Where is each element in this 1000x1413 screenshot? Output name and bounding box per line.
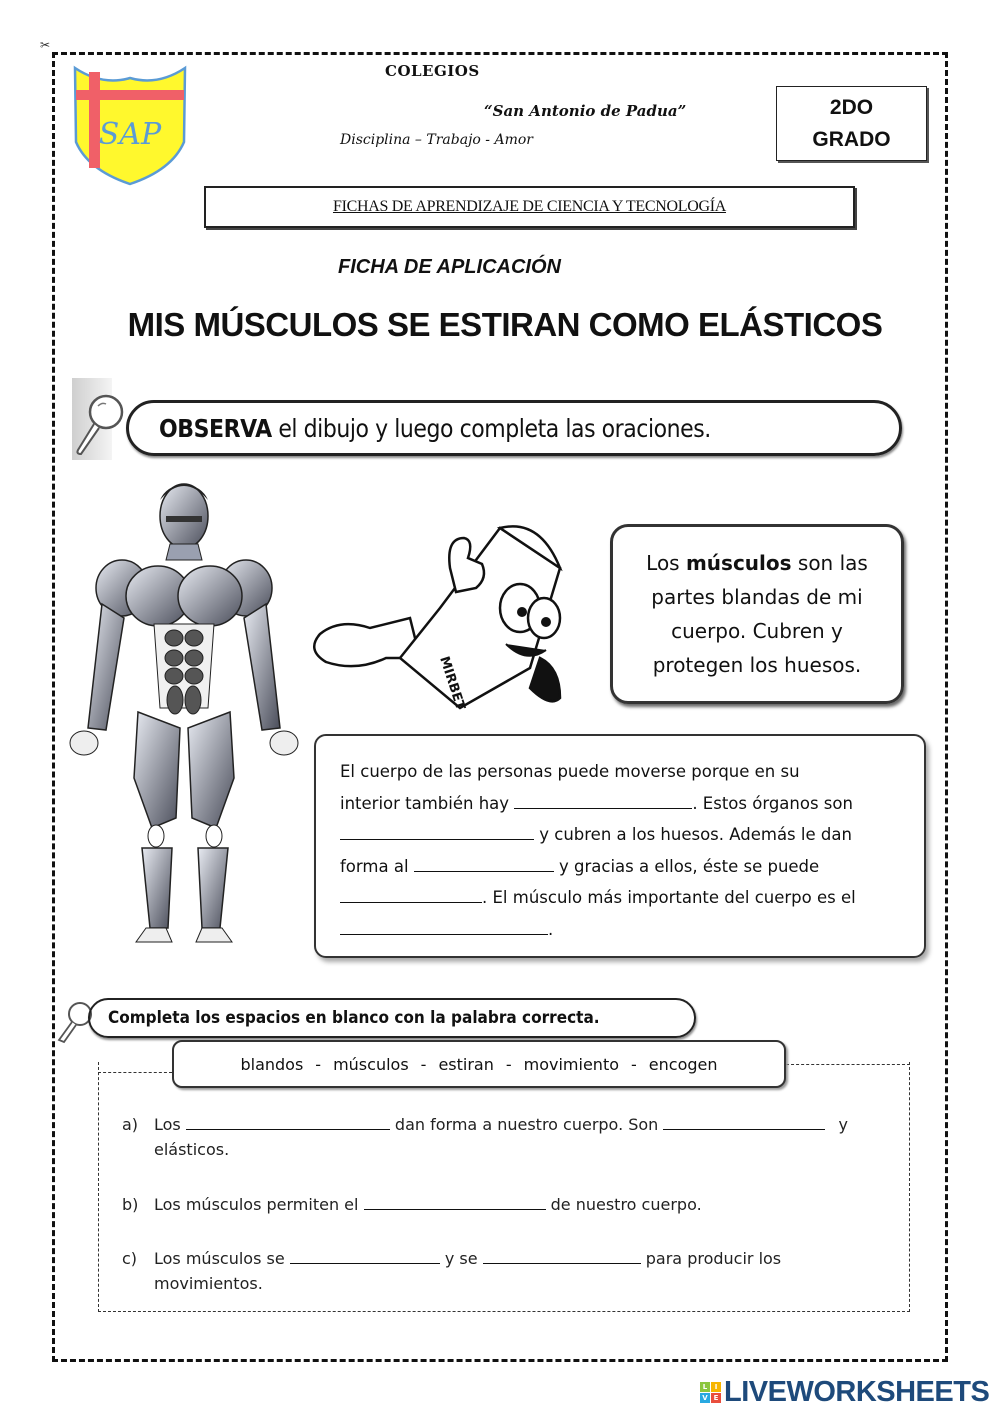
word-bank xyxy=(172,1040,786,1088)
complete-instruction-banner xyxy=(88,998,696,1038)
mascot-label: MIRBET xyxy=(436,654,468,712)
magnifier-icon xyxy=(72,392,128,458)
blank-b1[interactable] xyxy=(364,1192,546,1210)
word-bank-separator: - xyxy=(505,1054,512,1074)
blank-field-1[interactable] xyxy=(514,791,692,809)
frame-dash-left xyxy=(98,1072,172,1073)
question-text: Los músculos se xyxy=(154,1249,290,1268)
paragraph-text: . El músculo más importante del cuerpo es el xyxy=(482,888,856,907)
subject-title: FICHAS DE APRENDIZAJE DE CIENCIA Y TECNOLOGÍA xyxy=(332,198,727,215)
school-logo-shield-icon xyxy=(72,64,188,186)
question-text: Los xyxy=(154,1115,186,1134)
page-title: MIS MÚSCULOS SE ESTIRAN COMO ELÁSTICOS xyxy=(127,306,883,343)
word-bank-separator: - xyxy=(315,1054,322,1074)
question-text: y xyxy=(833,1115,848,1134)
instruction-text: el dibujo y luego completa las oraciones. xyxy=(271,413,711,443)
paragraph-text: . xyxy=(548,919,554,939)
word-bank-separator: - xyxy=(631,1054,637,1074)
question-label: c) xyxy=(122,1249,138,1268)
info-text-bold: músculos xyxy=(685,551,792,575)
watermark-text: LIVEWORKSHEETS xyxy=(724,1376,990,1408)
instruction-text-2: Completa los espacios en blanco con la palabra correcta. xyxy=(108,1008,600,1028)
observe-instruction-banner xyxy=(126,400,902,456)
question-text: para producir los xyxy=(640,1249,782,1268)
question-text: Los músculos permiten el xyxy=(154,1195,364,1214)
word-bank-item: movimiento xyxy=(523,1054,620,1074)
word-bank-item: blandos xyxy=(240,1054,304,1074)
question-text: dan forma a nuestro cuerpo. Son xyxy=(389,1115,664,1134)
school-group-label: COLEGIOS xyxy=(385,62,480,80)
question-label: b) xyxy=(122,1195,139,1214)
question-a xyxy=(122,1112,848,1134)
question-b xyxy=(122,1192,702,1214)
muscle-body-illustration xyxy=(62,478,310,948)
paragraph-line: El cuerpo de las personas puede moverse porque en su xyxy=(340,762,800,781)
question-a-cont: elásticos. xyxy=(154,1140,230,1159)
liveworksheets-watermark xyxy=(700,1376,989,1409)
paragraph-text: . Estos órganos son xyxy=(692,793,853,813)
paragraph-text: y gracias a ellos, éste se puede xyxy=(553,856,820,876)
school-name: “San Antonio de Padua” xyxy=(484,102,687,120)
blank-field-4[interactable] xyxy=(340,885,482,903)
fill-paragraph-box xyxy=(314,734,926,958)
grade-label: GRADO xyxy=(812,127,891,151)
blank-field-3[interactable] xyxy=(414,854,554,872)
word-bank-item: estiran xyxy=(438,1054,494,1074)
subject-banner xyxy=(204,186,855,228)
scissors-icon: ✂ xyxy=(40,38,51,52)
question-label: a) xyxy=(122,1115,139,1134)
word-bank-item: encogen xyxy=(648,1054,718,1074)
question-text: de nuestro cuerpo. xyxy=(545,1195,702,1214)
grade-number: 2DO xyxy=(829,95,874,119)
paragraph-text: interior también hay xyxy=(340,793,515,813)
question-c-cont: movimientos. xyxy=(154,1274,263,1293)
info-box-muscles xyxy=(610,524,904,704)
info-text-post: son las partes blandas de mi cuerpo. Cubren y protegen los huesos. xyxy=(651,551,868,677)
frame-dash-right xyxy=(786,1064,910,1065)
word-bank-separator: - xyxy=(420,1054,427,1074)
paragraph-text: y cubren a los huesos. Además le dan xyxy=(534,825,852,844)
question-text: y se xyxy=(439,1249,483,1268)
blank-a2[interactable] xyxy=(663,1112,825,1130)
school-motto: Disciplina – Trabajo - Amor xyxy=(340,132,533,148)
logo-initials: SAP xyxy=(98,117,162,152)
grade-box xyxy=(776,86,927,161)
blank-c1[interactable] xyxy=(290,1246,440,1264)
word-bank-item: músculos xyxy=(333,1054,409,1074)
paragraph-text: forma al xyxy=(340,856,414,876)
blank-field-2[interactable] xyxy=(340,822,534,840)
info-text-pre: Los xyxy=(646,551,686,575)
blank-field-5[interactable] xyxy=(340,917,548,935)
blank-a1[interactable] xyxy=(186,1112,390,1130)
instruction-bold: OBSERVA xyxy=(159,413,272,443)
worksheet-type: FICHA DE APLICACIÓN xyxy=(338,256,561,278)
mirbet-mascot-illustration xyxy=(300,508,610,720)
liveworksheets-logo-icon: L I V E xyxy=(700,1382,721,1403)
blank-c2[interactable] xyxy=(483,1246,641,1264)
question-c xyxy=(122,1246,781,1268)
